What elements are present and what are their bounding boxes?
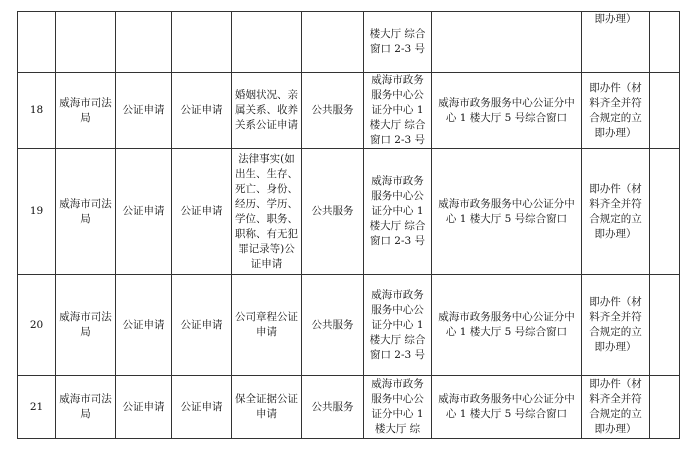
table-row: [18, 73, 680, 149]
cell-note: [650, 73, 680, 149]
cell-category: 公证申请: [116, 149, 172, 275]
cell-service: 公共服务: [302, 73, 364, 149]
cell-subitem: 公司章程公证申请: [232, 275, 302, 376]
cell-item: 公证申请: [172, 275, 232, 376]
cell-note: [650, 149, 680, 275]
cell-dept: 威海市司法局: [56, 275, 116, 376]
table-row: [18, 376, 680, 439]
cell-location: 楼大厅 综合窗口 2-3 号: [364, 12, 432, 73]
cell-service: [302, 12, 364, 73]
cell-location: 威海市政务服务中心公证分中心 1 楼大厅 综合窗口 2-3 号: [364, 275, 432, 376]
cell-time: 即办件（材料齐全并符合规定的立即办理）: [582, 275, 650, 376]
cell-time: 即办件（材料齐全并符合规定的立即办理）: [582, 376, 650, 439]
cell-item: [172, 12, 232, 73]
cell-note: [650, 376, 680, 439]
cell-no: 20: [18, 275, 56, 376]
cell-time: 即办理）: [582, 12, 650, 73]
cell-subitem: [232, 12, 302, 73]
service-items-table: [17, 11, 680, 439]
cell-location: 威海市政务服务中心公证分中心 1 楼大厅 综: [371, 378, 424, 435]
cell-location-wrap: [364, 376, 432, 439]
cell-subitem: 法律事实(如出生、生存、死亡、身份、经历、学历、学位、职务、职称、有无犯罪记录等)公证申请: [232, 149, 302, 275]
cell-dept: 威海市司法局: [56, 149, 116, 275]
cell-category: [116, 12, 172, 73]
cell-item: 公证申请: [172, 376, 232, 439]
cell-no: 18: [18, 73, 56, 149]
cell-service: 公共服务: [302, 275, 364, 376]
cell-service: 公共服务: [302, 149, 364, 275]
cell-no: 19: [18, 149, 56, 275]
cell-time: 即办件（材料齐全并符合规定的立即办理）: [582, 73, 650, 149]
cell-time: 即办件（材料齐全并符合规定的立即办理）: [582, 149, 650, 275]
cell-address: 威海市政务服务中心公证分中心 1 楼大厅 5 号综合窗口: [432, 149, 582, 275]
cell-address: [432, 12, 582, 73]
cell-item: 公证申请: [172, 73, 232, 149]
cell-note: [650, 275, 680, 376]
cell-dept: 威海市司法局: [56, 376, 116, 439]
cell-location: 威海市政务服务中心公证分中心 1 楼大厅 综合窗口 2-3 号: [364, 149, 432, 275]
cell-service: 公共服务: [302, 376, 364, 439]
cell-note: [650, 12, 680, 73]
cell-location: 威海市政务服务中心公证分中心 1 楼大厅 综合窗口 2-3 号: [364, 73, 432, 149]
cell-address: 威海市政务服务中心公证分中心 1 楼大厅 5 号综合窗口: [432, 275, 582, 376]
cell-dept: [56, 12, 116, 73]
cell-no: 21: [18, 376, 56, 439]
cell-category: 公证申请: [116, 376, 172, 439]
table-row: [18, 12, 680, 73]
cell-item: 公证申请: [172, 149, 232, 275]
table-row: [18, 149, 680, 275]
cell-address: 威海市政务服务中心公证分中心 1 楼大厅 5 号综合窗口: [432, 73, 582, 149]
cell-address: 威海市政务服务中心公证分中心 1 楼大厅 5 号综合窗口: [432, 376, 582, 439]
cell-no: [18, 12, 56, 73]
cell-subitem: 保全证据公证申请: [232, 376, 302, 439]
table-row: [18, 275, 680, 376]
cell-dept: 威海市司法局: [56, 73, 116, 149]
cell-category: 公证申请: [116, 73, 172, 149]
cell-subitem: 婚姻状况、亲属关系、收养关系公证申请: [232, 73, 302, 149]
cell-category: 公证申请: [116, 275, 172, 376]
